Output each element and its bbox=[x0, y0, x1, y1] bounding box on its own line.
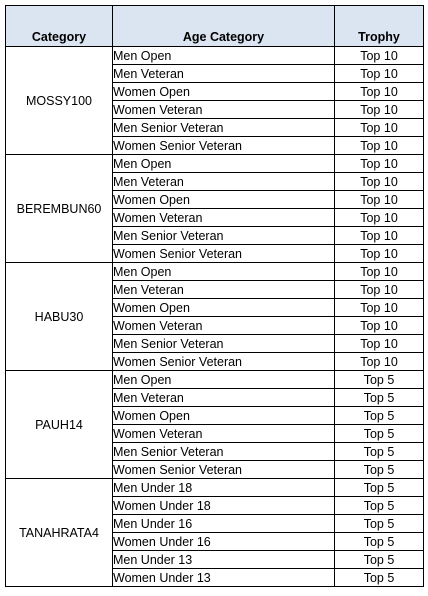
trophy-cell: Top 5 bbox=[335, 479, 424, 497]
trophy-table bbox=[5, 5, 424, 587]
header-category: Category bbox=[6, 6, 113, 47]
trophy-cell: Top 5 bbox=[335, 533, 424, 551]
trophy-cell: Top 5 bbox=[335, 515, 424, 533]
age-category-cell: Women Open bbox=[113, 191, 335, 209]
age-category-cell: Men Open bbox=[113, 47, 335, 65]
table-row bbox=[6, 155, 424, 173]
age-category-cell: Women Open bbox=[113, 83, 335, 101]
age-category-cell: Men Senior Veteran bbox=[113, 119, 335, 137]
trophy-cell: Top 5 bbox=[335, 371, 424, 389]
trophy-cell: Top 5 bbox=[335, 407, 424, 425]
age-category-cell: Men Senior Veteran bbox=[113, 443, 335, 461]
header-row bbox=[6, 6, 424, 47]
age-category-cell: Men Veteran bbox=[113, 173, 335, 191]
age-category-cell: Men Veteran bbox=[113, 281, 335, 299]
table-body bbox=[6, 47, 424, 587]
age-category-cell: Women Under 16 bbox=[113, 533, 335, 551]
trophy-cell: Top 10 bbox=[335, 173, 424, 191]
age-category-cell: Men Under 13 bbox=[113, 551, 335, 569]
trophy-cell: Top 10 bbox=[335, 83, 424, 101]
table-row bbox=[6, 371, 424, 389]
age-category-cell: Women Senior Veteran bbox=[113, 137, 335, 155]
header-trophy: Trophy bbox=[335, 6, 424, 47]
age-category-cell: Women Senior Veteran bbox=[113, 353, 335, 371]
trophy-cell: Top 5 bbox=[335, 425, 424, 443]
trophy-cell: Top 5 bbox=[335, 497, 424, 515]
age-category-cell: Women Under 18 bbox=[113, 497, 335, 515]
age-category-cell: Women Open bbox=[113, 407, 335, 425]
trophy-cell: Top 10 bbox=[335, 281, 424, 299]
age-category-cell: Men Open bbox=[113, 155, 335, 173]
age-category-cell: Men Veteran bbox=[113, 389, 335, 407]
trophy-cell: Top 10 bbox=[335, 263, 424, 281]
trophy-cell: Top 5 bbox=[335, 569, 424, 587]
age-category-cell: Men Senior Veteran bbox=[113, 227, 335, 245]
trophy-cell: Top 10 bbox=[335, 47, 424, 65]
category-cell: MOSSY100 bbox=[6, 47, 113, 155]
trophy-cell: Top 10 bbox=[335, 191, 424, 209]
category-cell: HABU30 bbox=[6, 263, 113, 371]
category-cell: PAUH14 bbox=[6, 371, 113, 479]
age-category-cell: Women Veteran bbox=[113, 317, 335, 335]
trophy-cell: Top 10 bbox=[335, 245, 424, 263]
trophy-cell: Top 10 bbox=[335, 227, 424, 245]
trophy-cell: Top 10 bbox=[335, 65, 424, 83]
trophy-cell: Top 10 bbox=[335, 353, 424, 371]
table-row bbox=[6, 47, 424, 65]
age-category-cell: Women Under 13 bbox=[113, 569, 335, 587]
age-category-cell: Men Under 18 bbox=[113, 479, 335, 497]
category-cell: BEREMBUN60 bbox=[6, 155, 113, 263]
age-category-cell: Women Veteran bbox=[113, 425, 335, 443]
category-cell: TANAHRATA4 bbox=[6, 479, 113, 587]
age-category-cell: Women Veteran bbox=[113, 209, 335, 227]
trophy-cell: Top 10 bbox=[335, 101, 424, 119]
age-category-cell: Women Open bbox=[113, 299, 335, 317]
age-category-cell: Women Senior Veteran bbox=[113, 245, 335, 263]
age-category-cell: Men Open bbox=[113, 263, 335, 281]
trophy-cell: Top 10 bbox=[335, 155, 424, 173]
trophy-cell: Top 10 bbox=[335, 317, 424, 335]
trophy-cell: Top 10 bbox=[335, 137, 424, 155]
trophy-cell: Top 10 bbox=[335, 119, 424, 137]
trophy-cell: Top 5 bbox=[335, 443, 424, 461]
trophy-cell: Top 10 bbox=[335, 209, 424, 227]
table-row bbox=[6, 263, 424, 281]
trophy-cell: Top 5 bbox=[335, 551, 424, 569]
trophy-cell: Top 10 bbox=[335, 335, 424, 353]
table-header bbox=[6, 6, 424, 47]
age-category-cell: Men Open bbox=[113, 371, 335, 389]
trophy-cell: Top 10 bbox=[335, 299, 424, 317]
age-category-cell: Women Senior Veteran bbox=[113, 461, 335, 479]
age-category-cell: Men Veteran bbox=[113, 65, 335, 83]
trophy-cell: Top 5 bbox=[335, 461, 424, 479]
header-age-category: Age Category bbox=[113, 6, 335, 47]
table-row bbox=[6, 479, 424, 497]
age-category-cell: Women Veteran bbox=[113, 101, 335, 119]
age-category-cell: Men Senior Veteran bbox=[113, 335, 335, 353]
age-category-cell: Men Under 16 bbox=[113, 515, 335, 533]
trophy-cell: Top 5 bbox=[335, 389, 424, 407]
